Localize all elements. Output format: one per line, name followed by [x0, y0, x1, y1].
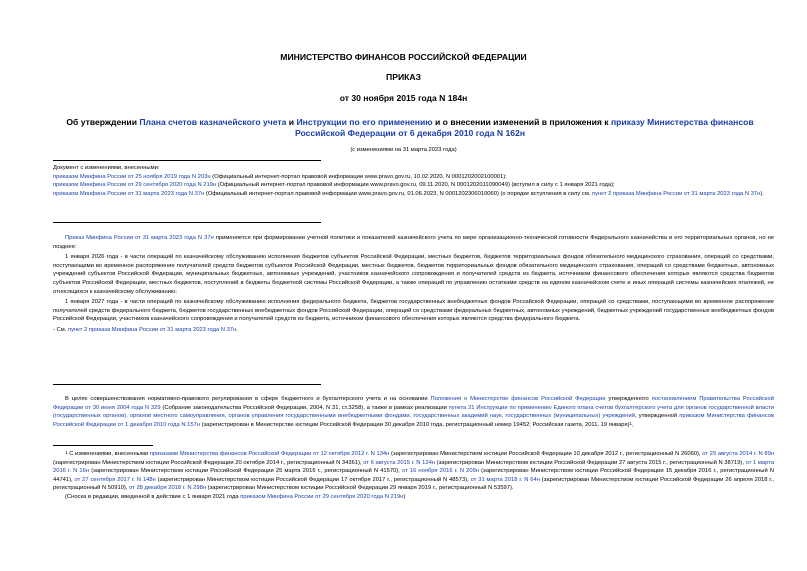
paragraph-text: (зарегистрирован Министерством юстиции Российской Федерации 15 декабря 2016 г., регистрационный N 44741), [53, 468, 774, 483]
paragraph-text: (зарегистрирован Министерством юстиции Российской Федерации 27 августа 2015 г., регистрационный N 38719), [435, 459, 746, 466]
paragraph-text: ) [403, 493, 406, 500]
paragraph-text: (зарегистрирован Министерством юстиции Российской Федерации 25 марта 2016 г., регистрационный N 41570), [89, 468, 402, 475]
divider [53, 160, 321, 161]
paragraph-text: (зарегистрирован Министерством юстиции Российской Федерации 26 апреля 2018 г., регистрационный N 50910), [53, 476, 774, 492]
footnote-link[interactable]: от 16 ноября 2016 г. N 209н [401, 468, 479, 475]
amendment-text: ). [760, 190, 764, 197]
footnote-link[interactable]: от 31 марта 2018 г. N 64н [470, 476, 540, 483]
amendment-link[interactable]: приказом Минфина России от 31 марта 2023 года N 37н [53, 190, 205, 197]
ministry-regulation-link[interactable]: Положения о Министерстве финансов Российской Федерации [430, 396, 606, 402]
paragraph-text: В целях совершенствования нормативно-правового регулирования в сфере бюджетного и бухгалтерского учета и на основании [65, 396, 431, 402]
document-title [60, 117, 760, 139]
amendment-text: (Официальный интернет-портал правовой информации www.pravo.gov.ru, 01.06.2023, N 0001202306010060) (о порядке вступления в силу см. [204, 190, 593, 197]
title-text: и [286, 117, 297, 127]
footnote-note-link[interactable]: приказом Минфина России от 29 сентября 2020 года N 219н [240, 493, 404, 500]
paragraph-text: (Сноска в редакции, введенной в действие с 1 января 2021 года [65, 493, 241, 500]
amendments-intro: Документ с изменениями, внесенными: [53, 165, 160, 171]
preamble [53, 395, 774, 429]
list-item [53, 190, 773, 199]
paragraph-text: . [236, 326, 238, 333]
footnote-marker: 1 [65, 450, 68, 455]
paragraph [53, 450, 774, 493]
paragraph [53, 493, 774, 502]
amendment-text: (Официальный интернет-портал правовой информации www.pravo.gov.ru, 09.11.2020, N 0001202011090049) (вступил в силу с 1 января 2021 года); [216, 182, 615, 189]
government-decree-link[interactable]: постановлением Правительства Российской Федерации от 30 июня 2004 года N 329 [53, 396, 774, 411]
list-item [53, 181, 773, 190]
title-text: и о внесении изменений в приложения к [432, 117, 611, 127]
applicability-section [53, 234, 774, 337]
paragraph-text: (зарегистрирован Министерством юстиции Российской Федерации 29 января 2019 г., регистрационный N 53597). [206, 485, 514, 492]
footnote-link[interactable]: от 1 марта 2016 г. N 16н [53, 459, 774, 475]
divider [53, 222, 321, 223]
footnote-link[interactable]: от 6 августа 2015 г. N 124н [363, 459, 435, 466]
order-37n-link[interactable]: Приказ Минфина России от 31 марта 2023 года N 37н [65, 235, 214, 241]
paragraph-text: - См. [53, 326, 68, 333]
point2-link[interactable]: пункт 2 приказа Минфина России от 31 марта 2023 года N 37н [67, 326, 237, 333]
footnote-marker: 1 [629, 420, 633, 426]
title-link-plan[interactable]: Плана счетов казначейского учета [139, 117, 287, 127]
footnote-divider [53, 445, 153, 446]
order-157n-link[interactable]: приказом Министерства финансов Российской Федерации от 1 декабря 2010 года N 157н [53, 413, 774, 428]
list-item [53, 173, 773, 182]
footnote-link[interactable]: приказами Министерства финансов Российской Федерации от 12 октября 2012 г. N 134н [149, 451, 390, 457]
paragraph-text: (зарегистрирован Министерством юстиции Российской Федерации 17 октября 2017 г., регистрационный N 48573), [155, 476, 471, 483]
paragraph-text: (Собрание законодательства Российской Федерации, 2004, N 31, ст.3258), а также в рамках реализации [160, 404, 449, 411]
revision-note: (с изменениями на 31 марта 2023 года) [350, 147, 457, 153]
paragraph: 1 января 2026 года - в части операций по казначейскому обслуживанию исполнения бюджетов субъектов Российской Федерации, местных бюджетов, бюджетов территориальных фондов обязательного медицинского страхования, операций со средствами, поступающими во временное распоряжение получателей средств бюджетов субъектов Российской Федерации, местных бюджетов, бюджетов территориальных фондов обязательного медицинского страхования, операций со средствами бюджетных, автономных учреждений субъектов Российской Федерации, муниципальных бюджетных, автономных учреждений, участников казначейского сопровождения и получателей средств из бюджета, источником финансового обеспечения которых являются средства бюджетов субъектов Российской Федерации, местных бюджетов, поступлений в бюджеты бюджетной системы Российской Федерации, а также операций по управлению остатками средств на едином казначейском счете и иных операций системы казначейских платежей, не относящихся к казначейскому обслуживанию; [53, 254, 774, 295]
paragraph-text: применяется при формировании учетной политики и показателей казначейского учета по мере организационно-технической готовности Федерального казначейства и его территориальных органов, но не позднее: [53, 235, 774, 250]
paragraph-text: утвержденного [605, 396, 652, 402]
paragraph-text: (зарегистрирован Министерством юстиции Российской Федерации 20 октября 2014 г., регистрационный N 34361), [53, 459, 364, 466]
doc-date-number: от 30 ноября 2015 года N 184н [339, 93, 468, 103]
paragraph [53, 395, 774, 429]
paragraph: 1 января 2027 года - в части операций по казначейскому обслуживанию исполнения федерального бюджета, бюджетов государственных внебюджетных фондов Российской Федерации, операций со средствами, поступающими во временное распоряжение получателей средств федерального бюджета, бюджетов государственных внебюджетных фондов Российской Федерации, операций со средствами федеральных бюджетных, автономных учреждений, бюджетных учреждений государственных внебюджетных фондов Российской Федерации, участников казначейского сопровождения и получателей средств из бюджета, источником финансового обеспечения которых являются средства федерального бюджета. [53, 299, 774, 323]
paragraph-text: (зарегистрирован в Министерстве юстиции Российской Федерации 30 декабря 2010 года, регистрационный номер 19452; Российская газета, 2011, 19 января) [200, 421, 630, 428]
amendment-link[interactable]: приказом Минфина России от 25 ноября 2019 года N 203н [53, 173, 211, 180]
amendment-link[interactable]: приказом Минфина России от 29 сентября 2020 года N 219н [53, 182, 217, 189]
doc-type-heading: ПРИКАЗ [386, 72, 421, 82]
footnote-link[interactable]: от 28 декабря 2018 г. N 298н [129, 485, 207, 492]
footnote [53, 450, 774, 502]
title-link-order-162n[interactable]: приказу Министерства финансов Российской Федерации от 6 декабря 2010 года N 162н [294, 117, 754, 138]
paragraph-text: С изменениями, внесенными [67, 451, 150, 457]
amendment-text: (Официальный интернет-портал правовой информации www.pravo.gov.ru, 10.02.2020, N 0001202002100001); [210, 173, 507, 180]
footnote-link[interactable]: от 27 сентября 2017 г. N 148н [74, 476, 156, 483]
paragraph-text: (зарегистрирован Министерством юстиции Российской Федерации 10 декабря 2012 г., регистрационный N 26060), [389, 451, 703, 457]
paragraph-text: , [632, 421, 634, 428]
footnote-link[interactable]: от 29 августа 2014 г. N 89н [702, 451, 775, 457]
instruction-point21-link[interactable]: пункта 21 Инструкции по применению Единого плана счетов бухгалтерского учета для органов государственной власти (государственных органов), органов местного самоуправления, органов управления государственными внебюджетными фондами, государственных академий наук, государственных (муниципальных) учреждений [53, 404, 775, 420]
paragraph [53, 326, 774, 335]
divider [53, 384, 321, 385]
amendment-link-point2[interactable]: пункт 2 приказа Минфина России от 31 марта 2023 года N 37н [592, 190, 761, 197]
ministry-heading: МИНИСТЕРСТВО ФИНАНСОВ РОССИЙСКОЙ ФЕДЕРАЦИИ [280, 52, 527, 62]
title-text: Об утверждении [66, 117, 140, 127]
title-link-instruction[interactable]: Инструкции по его применению [296, 117, 433, 127]
paragraph [53, 234, 774, 251]
paragraph-text: , утвержденной [634, 413, 680, 420]
amendments-info [53, 164, 773, 198]
